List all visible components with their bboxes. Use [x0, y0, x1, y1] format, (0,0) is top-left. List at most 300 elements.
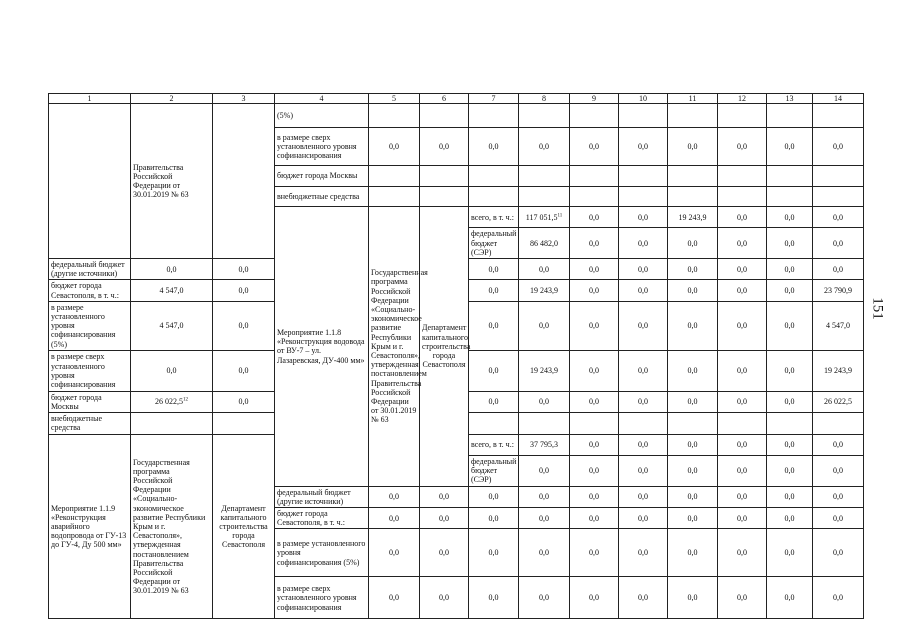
amount-cell [570, 128, 619, 166]
amount-cell [619, 166, 668, 187]
amount-cell [519, 391, 570, 412]
amount-value: 23 790,9 [824, 286, 852, 296]
amount-value: 0,0 [687, 440, 698, 450]
amount-value: 0,0 [589, 593, 599, 603]
amount-cell [767, 391, 813, 412]
amount-value: 0,0 [488, 286, 499, 296]
amount-value: 0,0 [737, 238, 747, 248]
amount-cell [519, 228, 570, 259]
amount-cell [469, 187, 519, 207]
column-number: 12 [718, 94, 767, 104]
funding-source-cell: (5%) [275, 104, 369, 128]
amount-value: 0,0 [166, 366, 177, 376]
amount-cell [570, 259, 619, 280]
amount-value: 0,0 [638, 513, 648, 523]
amount-value: 0,0 [238, 286, 249, 296]
measure-name-cell: Мероприятие 1.1.9 «Реконструкция аварийного водопровода от ГУ-13 до ГУ-4, Ду 500 мм» [49, 434, 131, 619]
amount-value: 0,0 [589, 440, 599, 450]
amount-value: 0,0 [488, 321, 499, 331]
amount-cell [767, 128, 813, 166]
amount-cell [369, 187, 420, 207]
amount-value: 0,0 [784, 264, 795, 274]
amount-value: 0,0 [687, 548, 698, 558]
amount-cell [570, 529, 619, 577]
amount-value: 0,0 [238, 321, 249, 331]
amount-cell [469, 413, 519, 434]
amount-value: 19 243,9 [530, 366, 558, 376]
amount-cell [767, 280, 813, 301]
amount-cell [767, 456, 813, 487]
amount-value: 0,0 [833, 212, 843, 222]
amount-cell [519, 166, 570, 187]
column-number: 13 [767, 94, 813, 104]
amount-value: 37 795,3 [530, 440, 558, 450]
amount-value: 0,0 [784, 366, 795, 376]
amount-cell [767, 228, 813, 259]
amount-cell [369, 508, 420, 529]
amount-value: 0,0 [638, 286, 648, 296]
amount-value: 0,0 [784, 212, 795, 222]
amount-value: 0,0 [737, 141, 747, 151]
amount-cell [519, 128, 570, 166]
amount-cell [718, 128, 767, 166]
amount-cell [718, 228, 767, 259]
amount-value: 0,0 [737, 492, 747, 502]
amount-value: 0,0 [737, 397, 747, 407]
amount-cell [469, 301, 519, 350]
column-number: 4 [275, 94, 369, 104]
page-number: 151 [869, 297, 886, 320]
funding-table [48, 93, 864, 619]
amount-cell [619, 104, 668, 128]
amount-cell [213, 301, 275, 350]
amount-value: 0,0 [833, 492, 843, 502]
amount-cell [813, 228, 864, 259]
amount-value: 0,0 [833, 466, 843, 476]
amount-cell [718, 529, 767, 577]
amount-cell [668, 456, 718, 487]
amount-cell [619, 391, 668, 412]
amount-cell [668, 529, 718, 577]
amount-cell [519, 508, 570, 529]
funding-source-cell: в размере сверх установленного уровня софинансирования [275, 577, 369, 619]
amount-cell [131, 301, 213, 350]
amount-value: 0,0 [389, 513, 399, 523]
funding-source-cell: в размере установленного уровня софинансирования (5%) [275, 529, 369, 577]
amount-cell [718, 456, 767, 487]
amount-value: 26 022,5 [155, 397, 183, 407]
amount-value: 0,0 [589, 212, 599, 222]
amount-value: 0,0 [687, 286, 698, 296]
amount-value: 0,0 [589, 286, 599, 296]
amount-cell [767, 577, 813, 619]
amount-value: 0,0 [539, 548, 549, 558]
amount-cell [570, 280, 619, 301]
amount-cell [570, 508, 619, 529]
amount-cell [718, 301, 767, 350]
column-number: 10 [619, 94, 668, 104]
column-number: 9 [570, 94, 619, 104]
amount-cell [718, 166, 767, 187]
amount-value: 0,0 [539, 321, 549, 331]
amount-cell [813, 413, 864, 434]
amount-value: 0,0 [833, 264, 843, 274]
amount-cell [619, 456, 668, 487]
amount-value: 0,0 [539, 492, 549, 502]
amount-cell [813, 166, 864, 187]
funding-source-cell: федеральный бюджет (другие источники) [49, 259, 131, 280]
amount-cell [718, 280, 767, 301]
funding-source-cell: в размере сверх установленного уровня софинансирования [49, 350, 131, 391]
amount-value: 0,0 [638, 212, 648, 222]
amount-value: 0,0 [687, 321, 698, 331]
amount-value: 0,0 [737, 366, 747, 376]
amount-value: 0,0 [238, 366, 249, 376]
amount-cell [619, 529, 668, 577]
amount-cell [519, 301, 570, 350]
amount-value: 4 547,0 [826, 321, 850, 331]
amount-value: 0,0 [784, 397, 795, 407]
amount-cell [619, 301, 668, 350]
amount-value: 19 243,9 [824, 366, 852, 376]
amount-value: 0,0 [833, 513, 843, 523]
amount-cell [813, 529, 864, 577]
amount-value: 19 243,9 [678, 212, 707, 222]
amount-cell [813, 301, 864, 350]
amount-value: 0,0 [589, 513, 599, 523]
amount-cell [213, 391, 275, 412]
amount-cell [570, 207, 619, 228]
executor-cell: Департамент капитального строительства города Севастополя [213, 434, 275, 619]
amount-value: 0,0 [488, 513, 499, 523]
amount-cell [668, 187, 718, 207]
amount-cell [813, 207, 864, 228]
executor-cell: Департамент капитального строительства города Севастополя [420, 207, 469, 487]
amount-cell [767, 434, 813, 455]
amount-cell [813, 456, 864, 487]
column-number: 3 [213, 94, 275, 104]
amount-cell [213, 350, 275, 391]
amount-cell [619, 486, 668, 507]
amount-value: 0,0 [784, 238, 795, 248]
amount-value: 0,0 [784, 286, 795, 296]
amount-cell [369, 104, 420, 128]
amount-cell [619, 280, 668, 301]
amount-cell [570, 187, 619, 207]
amount-cell [718, 187, 767, 207]
amount-value: 0,0 [737, 440, 747, 450]
amount-cell [767, 166, 813, 187]
amount-cell [767, 350, 813, 391]
column-number: 14 [813, 94, 864, 104]
amount-cell [131, 259, 213, 280]
amount-value: 0,0 [488, 366, 499, 376]
amount-cell [213, 259, 275, 280]
amount-value: 117 051,5 [525, 212, 558, 222]
amount-cell [718, 391, 767, 412]
amount-cell [369, 166, 420, 187]
funding-source-cell: в размере сверх установленного уровня софинансирования [275, 128, 369, 166]
amount-value: 0,0 [833, 238, 843, 248]
amount-value: 86 482,0 [530, 238, 558, 248]
amount-value: 0,0 [833, 593, 843, 603]
amount-cell [668, 301, 718, 350]
amount-cell [718, 508, 767, 529]
amount-cell [813, 104, 864, 128]
amount-cell [131, 391, 213, 412]
amount-cell [767, 508, 813, 529]
amount-cell [668, 434, 718, 455]
amount-cell [519, 280, 570, 301]
program-cell: Правительства Российской Федерации от 30.01.2019 № 63 [131, 104, 213, 259]
amount-value: 0,0 [638, 141, 648, 151]
amount-cell [369, 128, 420, 166]
amount-value: 0,0 [687, 238, 698, 248]
amount-cell [668, 228, 718, 259]
amount-cell [570, 456, 619, 487]
amount-value: 0,0 [784, 466, 795, 476]
amount-cell [469, 529, 519, 577]
amount-cell [718, 104, 767, 128]
amount-cell [519, 187, 570, 207]
amount-cell [469, 280, 519, 301]
amount-cell [668, 413, 718, 434]
amount-value: 0,0 [589, 141, 599, 151]
amount-value: 0,0 [589, 548, 599, 558]
footnote-marker: 12 [183, 397, 188, 403]
amount-value: 0,0 [488, 548, 499, 558]
amount-cell [813, 350, 864, 391]
amount-value: 0,0 [589, 238, 599, 248]
amount-cell [619, 128, 668, 166]
amount-value: 0,0 [687, 466, 698, 476]
amount-value: 0,0 [589, 466, 599, 476]
column-number: 2 [131, 94, 213, 104]
amount-cell [469, 259, 519, 280]
amount-value: 0,0 [638, 238, 648, 248]
amount-cell [668, 391, 718, 412]
amount-cell [668, 486, 718, 507]
executor-cell [213, 104, 275, 259]
amount-cell [619, 259, 668, 280]
amount-cell [420, 508, 469, 529]
amount-cell [668, 350, 718, 391]
amount-cell [369, 577, 420, 619]
footnote-marker: 11 [557, 212, 563, 218]
amount-cell [420, 529, 469, 577]
funding-source-cell: всего, в т. ч.: [469, 207, 519, 228]
amount-cell [767, 301, 813, 350]
column-number: 6 [420, 94, 469, 104]
amount-value: 0,0 [539, 513, 549, 523]
amount-cell [619, 350, 668, 391]
amount-value: 0,0 [166, 264, 177, 274]
amount-value: 0,0 [589, 321, 599, 331]
amount-value: 0,0 [784, 513, 795, 523]
amount-cell [519, 350, 570, 391]
amount-cell [369, 529, 420, 577]
amount-value: 0,0 [539, 593, 549, 603]
amount-value: 0,0 [589, 366, 599, 376]
amount-value: 0,0 [687, 513, 698, 523]
amount-value: 0,0 [389, 548, 399, 558]
column-number: 5 [369, 94, 420, 104]
amount-value: 0,0 [488, 264, 499, 274]
funding-source-cell: федеральный бюджет (другие источники) [275, 486, 369, 507]
amount-cell [619, 228, 668, 259]
amount-cell [570, 486, 619, 507]
amount-cell [619, 207, 668, 228]
amount-value: 0,0 [784, 321, 795, 331]
amount-cell [519, 207, 570, 228]
amount-cell [570, 391, 619, 412]
amount-cell [570, 413, 619, 434]
amount-cell [813, 434, 864, 455]
amount-value: 0,0 [439, 492, 449, 502]
amount-cell [668, 128, 718, 166]
amount-cell [619, 413, 668, 434]
amount-cell [519, 456, 570, 487]
amount-value: 0,0 [488, 593, 499, 603]
amount-value: 0,0 [784, 548, 795, 558]
amount-cell [767, 413, 813, 434]
amount-value: 0,0 [737, 264, 747, 274]
amount-value: 0,0 [439, 141, 449, 151]
amount-cell [718, 207, 767, 228]
amount-value: 19 243,9 [530, 286, 558, 296]
amount-cell [767, 529, 813, 577]
amount-value: 0,0 [737, 513, 747, 523]
amount-value: 0,0 [488, 397, 499, 407]
amount-value: 0,0 [589, 264, 599, 274]
funding-source-cell: федеральный бюджет (СЭР) [469, 456, 519, 487]
amount-value: 0,0 [389, 492, 399, 502]
amount-cell [718, 434, 767, 455]
amount-value: 0,0 [389, 141, 399, 151]
amount-value: 0,0 [687, 366, 698, 376]
amount-value: 0,0 [638, 264, 648, 274]
amount-cell [469, 128, 519, 166]
amount-cell [718, 259, 767, 280]
amount-value: 0,0 [389, 593, 399, 603]
funding-source-cell: бюджет города Севастополя, в т. ч.: [275, 508, 369, 529]
funding-source-cell: всего, в т. ч.: [469, 434, 519, 455]
amount-cell [813, 259, 864, 280]
column-number: 11 [668, 94, 718, 104]
amount-cell [668, 280, 718, 301]
amount-cell [570, 434, 619, 455]
amount-cell [469, 166, 519, 187]
funding-source-cell: бюджет города Москвы [49, 391, 131, 412]
program-cell: Государственная программа Российской Федерации «Социально-экономическое развитие Республики Крым и г. Севастополя», утвержденная постановлением Правительства Российской Федерации от 30.01.2019 № 63 [131, 434, 213, 619]
amount-cell [668, 508, 718, 529]
amount-value: 0,0 [539, 466, 549, 476]
amount-cell [619, 187, 668, 207]
column-number: 8 [519, 94, 570, 104]
amount-cell [718, 577, 767, 619]
amount-cell [767, 486, 813, 507]
amount-value: 0,0 [737, 466, 747, 476]
amount-value: 0,0 [687, 397, 698, 407]
amount-cell [767, 259, 813, 280]
funding-source-cell: бюджет города Москвы [275, 166, 369, 187]
amount-value: 0,0 [737, 593, 747, 603]
amount-value: 0,0 [589, 397, 599, 407]
amount-value: 26 022,5 [824, 397, 852, 407]
amount-value: 0,0 [638, 440, 648, 450]
amount-value: 0,0 [539, 264, 549, 274]
amount-value: 0,0 [833, 548, 843, 558]
amount-cell [131, 350, 213, 391]
amount-cell [767, 187, 813, 207]
funding-source-cell: бюджет города Севастополя, в т. ч.: [49, 280, 131, 301]
amount-cell [570, 350, 619, 391]
amount-value: 0,0 [488, 141, 499, 151]
amount-cell [570, 166, 619, 187]
amount-value: 0,0 [539, 141, 549, 151]
measure-name-cell [49, 104, 131, 259]
amount-value: 0,0 [784, 141, 795, 151]
amount-value: 0,0 [687, 264, 698, 274]
amount-value: 0,0 [539, 397, 549, 407]
amount-value: 0,0 [784, 440, 795, 450]
amount-value: 0,0 [833, 141, 843, 151]
amount-value: 0,0 [737, 212, 747, 222]
amount-cell [813, 391, 864, 412]
amount-cell [813, 508, 864, 529]
amount-cell [619, 577, 668, 619]
amount-value: 0,0 [784, 492, 795, 502]
amount-value: 4 547,0 [159, 321, 184, 331]
funding-source-cell: внебюджетные средства [275, 187, 369, 207]
amount-cell [718, 413, 767, 434]
amount-cell [668, 259, 718, 280]
amount-value: 0,0 [439, 593, 449, 603]
amount-cell [619, 508, 668, 529]
amount-value: 0,0 [439, 513, 449, 523]
amount-cell [131, 280, 213, 301]
column-number: 7 [469, 94, 519, 104]
amount-value: 0,0 [638, 366, 648, 376]
amount-cell [813, 577, 864, 619]
amount-value: 0,0 [638, 492, 648, 502]
amount-cell [369, 486, 420, 507]
amount-value: 0,0 [638, 548, 648, 558]
amount-value: 0,0 [687, 141, 698, 151]
amount-cell [570, 301, 619, 350]
amount-cell [469, 486, 519, 507]
amount-cell [813, 128, 864, 166]
amount-cell [519, 413, 570, 434]
amount-value: 0,0 [439, 548, 449, 558]
document-page [48, 93, 863, 619]
amount-cell [420, 104, 469, 128]
amount-cell [420, 128, 469, 166]
amount-value: 0,0 [638, 466, 648, 476]
amount-cell [420, 486, 469, 507]
amount-cell [767, 207, 813, 228]
amount-value: 0,0 [638, 593, 648, 603]
amount-cell [420, 577, 469, 619]
amount-cell [469, 577, 519, 619]
amount-cell [469, 391, 519, 412]
amount-cell [767, 104, 813, 128]
amount-value: 0,0 [238, 264, 249, 274]
amount-cell [668, 207, 718, 228]
amount-cell [519, 104, 570, 128]
amount-cell [519, 434, 570, 455]
amount-cell [519, 529, 570, 577]
